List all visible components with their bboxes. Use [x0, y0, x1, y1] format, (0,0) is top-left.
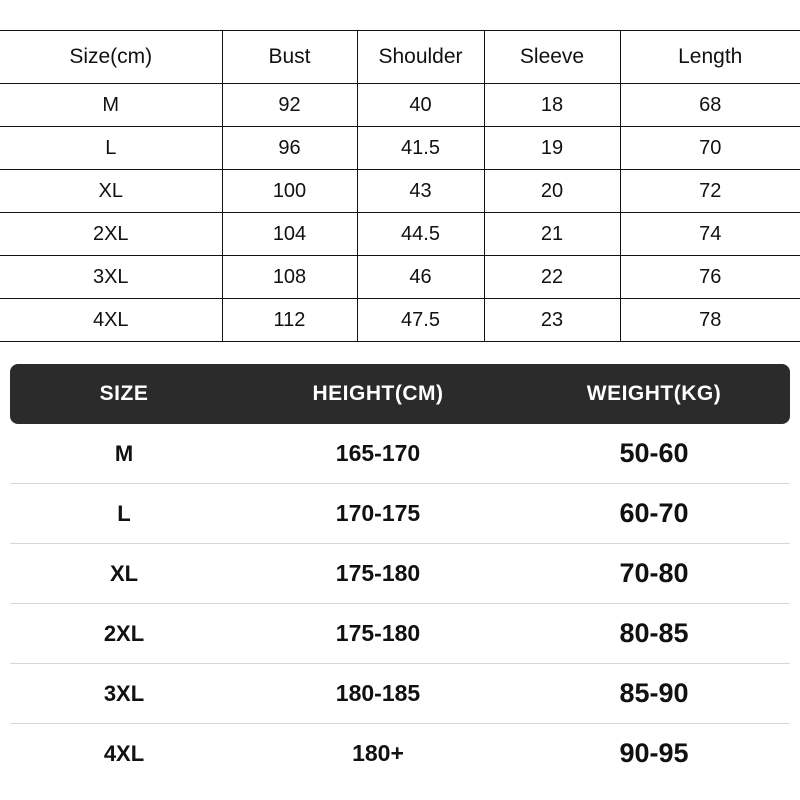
measurement-table [0, 30, 800, 342]
cell-height: 170-175 [238, 484, 518, 544]
cell-height: 180+ [352, 740, 404, 766]
cell-size: XL [0, 170, 222, 213]
table-row [0, 256, 800, 299]
cell-bust: 100 [222, 170, 357, 213]
column-header-weight: WEIGHT(KG) [518, 364, 790, 424]
cell-height: 175-180 [238, 544, 518, 604]
table-row [10, 484, 790, 544]
cell-shoulder: 40 [357, 84, 484, 127]
table-row [10, 664, 790, 724]
cell-size: 2XL [10, 604, 238, 664]
cell-weight: 70-80 [518, 544, 790, 604]
cell-sleeve: 21 [484, 213, 620, 256]
cell-height: 165-170 [238, 424, 518, 484]
size-guide-table-container [10, 364, 790, 783]
table-row [0, 213, 800, 256]
size-guide-table [10, 364, 790, 783]
column-header-size: Size(cm) [0, 31, 222, 84]
column-header-sleeve: Sleeve [484, 31, 620, 84]
cell-weight: 60-70 [518, 484, 790, 544]
cell-size: 3XL [10, 664, 238, 724]
cell-weight: 85-90 [518, 664, 790, 724]
cell-size: 2XL [0, 213, 222, 256]
table-row [10, 424, 790, 484]
cell-size: L [0, 127, 222, 170]
cell-bust: 112 [222, 299, 357, 342]
column-header-shoulder: Shoulder [357, 31, 484, 84]
column-header-height: HEIGHT(CM) [238, 364, 518, 424]
cell-size: M [0, 84, 222, 127]
table-row [0, 299, 800, 342]
measurement-table-body [0, 84, 800, 342]
cell-sleeve: 23 [484, 299, 620, 342]
table-header-row [10, 364, 790, 424]
cell-length: 72 [620, 170, 800, 213]
table-row [0, 84, 800, 127]
column-header-size: SIZE [10, 364, 238, 424]
cell-length: 68 [620, 84, 800, 127]
cell-length: 78 [620, 299, 800, 342]
table-row [10, 544, 790, 604]
cell-shoulder: 43 [357, 170, 484, 213]
cell-size: 4XL [0, 299, 222, 342]
cell-length: 70 [620, 127, 800, 170]
cell-shoulder: 46 [357, 256, 484, 299]
cell-bust: 108 [222, 256, 357, 299]
size-guide-table-body [10, 424, 790, 783]
cell-size: 3XL [0, 256, 222, 299]
cell-shoulder: 44.5 [357, 213, 484, 256]
cell-size: XL [10, 544, 238, 604]
cell-height: 175-180 [238, 604, 518, 664]
cell-bust: 92 [222, 84, 357, 127]
cell-shoulder: 47.5 [357, 299, 484, 342]
size-guide-table-head [10, 364, 790, 424]
cell-size: L [10, 484, 238, 544]
cell-size: 4XL [103, 740, 145, 766]
cell-length: 76 [620, 256, 800, 299]
cell-length: 74 [620, 213, 800, 256]
table-row [0, 127, 800, 170]
cell-sleeve: 22 [484, 256, 620, 299]
cell-size: M [10, 424, 238, 484]
cell-bust: 96 [222, 127, 357, 170]
table-header-row [0, 31, 800, 84]
cell-weight: 50-60 [518, 424, 790, 484]
cell-height: 180-185 [238, 664, 518, 724]
cell-bust: 104 [222, 213, 357, 256]
column-header-length: Length [620, 31, 800, 84]
measurement-table-head [0, 31, 800, 84]
cell-weight: 90-95 [619, 738, 689, 768]
column-header-bust: Bust [222, 31, 357, 84]
cell-sleeve: 18 [484, 84, 620, 127]
table-row [10, 724, 790, 784]
cell-sleeve: 19 [484, 127, 620, 170]
measurement-table-container [0, 30, 800, 342]
table-row [10, 604, 790, 664]
cell-shoulder: 41.5 [357, 127, 484, 170]
cell-weight: 80-85 [518, 604, 790, 664]
table-row [0, 170, 800, 213]
cell-sleeve: 20 [484, 170, 620, 213]
